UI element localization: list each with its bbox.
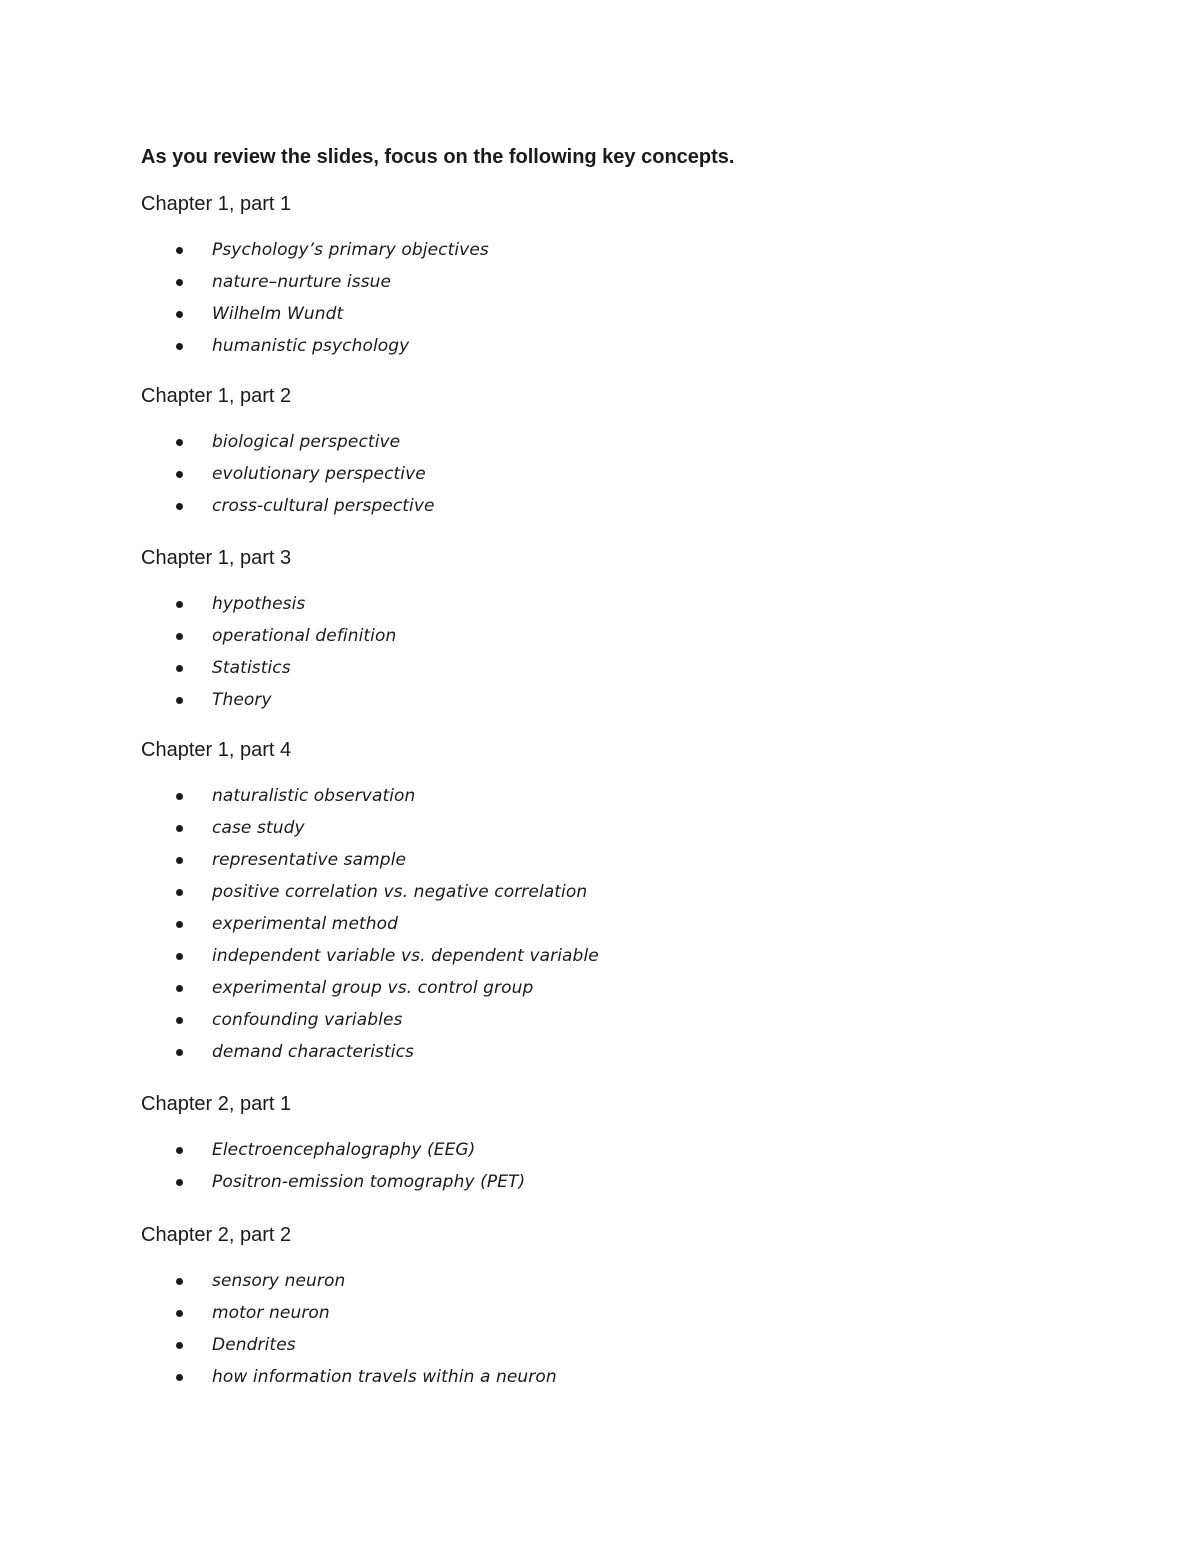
bullet-icon [176, 343, 183, 350]
concept-text: sensory neuron [212, 1271, 346, 1291]
bullet-icon [176, 1278, 183, 1285]
section-heading: Chapter 1, part 2 [141, 385, 292, 407]
concept-text: Positron-emission tomography (PET) [212, 1172, 526, 1192]
bullet-icon [176, 889, 183, 896]
section-heading: Chapter 1, part 4 [141, 739, 292, 761]
concept-text: motor neuron [212, 1303, 330, 1323]
bullet-icon [176, 921, 183, 928]
section-ch1-part4 [141, 736, 599, 1062]
section-ch2-part2 [141, 1221, 557, 1387]
bullet-icon [176, 985, 183, 992]
concept-text: operational definition [212, 626, 397, 646]
concept-text: Psychology’s primary objectives [212, 240, 489, 260]
bullet-icon [176, 793, 183, 800]
concept-text: Electroencephalography (EEG) [212, 1140, 476, 1160]
bullet-icon [176, 1342, 183, 1349]
bullet-icon [176, 471, 183, 478]
concept-text: Theory [212, 690, 272, 710]
concept-text: case study [212, 818, 305, 838]
bullet-icon [176, 1017, 183, 1024]
bullet-icon [176, 1374, 183, 1381]
concept-text: naturalistic observation [212, 786, 416, 806]
concept-text: independent variable vs. dependent variable [212, 946, 599, 966]
bullet-icon [176, 1310, 183, 1317]
bullet-icon [176, 279, 183, 286]
bullet-icon [176, 825, 183, 832]
bullet-icon [176, 857, 183, 864]
concept-text: biological perspective [212, 432, 401, 452]
bullet-icon [176, 633, 183, 640]
section-heading: Chapter 2, part 1 [141, 1093, 292, 1115]
intro-heading: As you review the slides, focus on the following key concepts. [141, 146, 735, 168]
bullet-icon [176, 503, 183, 510]
bullet-icon [176, 1179, 183, 1186]
concept-text: how information travels within a neuron [212, 1367, 557, 1387]
concept-text: experimental group vs. control group [212, 978, 534, 998]
bullet-icon [176, 1049, 183, 1056]
concept-text: evolutionary perspective [212, 464, 426, 484]
bullet-icon [176, 953, 183, 960]
section-heading: Chapter 2, part 2 [141, 1224, 292, 1246]
section-ch1-part1 [141, 190, 489, 356]
section-heading: Chapter 1, part 3 [141, 547, 292, 569]
concept-text: positive correlation vs. negative correlation [212, 882, 588, 902]
bullet-icon [176, 247, 183, 254]
concept-text: Dendrites [212, 1335, 296, 1355]
bullet-icon [176, 1147, 183, 1154]
concept-text: humanistic psychology [212, 336, 410, 356]
section-ch2-part1 [141, 1090, 526, 1192]
concept-text: experimental method [212, 914, 399, 934]
section-heading: Chapter 1, part 1 [141, 193, 292, 215]
bullet-icon [176, 601, 183, 608]
concept-text: confounding variables [212, 1010, 403, 1030]
bullet-icon [176, 439, 183, 446]
bullet-icon [176, 697, 183, 704]
concept-text: demand characteristics [212, 1042, 414, 1062]
concept-text: Statistics [212, 658, 291, 678]
concept-text: hypothesis [212, 594, 306, 614]
concept-text: cross-cultural perspective [212, 496, 435, 516]
concept-text: representative sample [212, 850, 407, 870]
section-ch1-part3 [141, 544, 397, 710]
concept-text: Wilhelm Wundt [212, 304, 344, 324]
section-ch1-part2 [141, 382, 435, 516]
bullet-icon [176, 311, 183, 318]
bullet-icon [176, 665, 183, 672]
concept-text: nature–nurture issue [212, 272, 392, 292]
